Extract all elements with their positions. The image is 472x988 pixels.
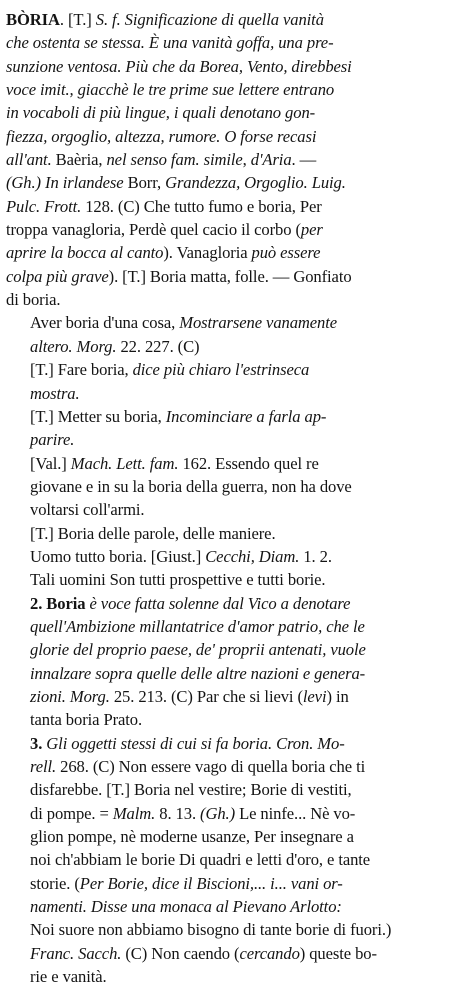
text-line [6,825,466,848]
text-run: . [T.] [59,10,96,29]
text-run: giovane e in su la boria della guerra, non ha dove [30,476,352,496]
text-run: cercando [239,943,300,963]
text-run: è voce fatta solenne dal Vico a denotare [85,593,351,613]
text-run: ) queste bo- [299,943,377,963]
text-run: troppa vanagloria, Perdè quel cacio il corbo ( [6,220,301,240]
text-line [6,311,466,334]
text-run: ). [T.] Boria matta, folle. — Gonfiato [108,266,352,286]
text-run: 128. (C) Che tutto fumo e boria, Per [81,196,322,216]
text-line [6,895,466,918]
text-run: Per Borie, dice il Biscioni,... i... vani or- [79,873,343,893]
text-run: dice più chiaro l'estrinseca [132,360,310,380]
entry-paragraph-p1 [6,8,466,311]
text-run: Malm. [112,803,156,823]
text-run: [T.] Boria delle parole, delle maniere. [30,523,276,543]
text-run: . — [291,150,317,170]
text-line [6,218,466,241]
text-run: Franc. Sacch. [30,943,122,963]
text-run: noi ch'abbiam le borie Di quadri e letti d'oro, e tante [30,850,371,870]
text-run: glorie del proprio paese, de' proprii antenati, vuole [30,640,366,660]
text-run: , [242,150,251,170]
text-line [6,55,466,78]
text-line [6,382,466,405]
text-run: Tali uomini Son tutti prospettive e tutti borie. [30,570,326,590]
text-line [6,428,466,451]
text-line [6,358,466,381]
text-line [6,802,466,825]
text-run: [T.] Metter su boria, [30,406,166,426]
text-run: quell'Ambizione millantatrice d'amor patrio, che le [30,616,365,636]
text-line [6,148,466,171]
entry-paragraph-p8 [6,592,466,732]
text-run: tanta boria Prato. [30,710,143,730]
text-run: [Val.] [30,453,71,473]
text-line [6,592,466,615]
text-run: ) in [326,686,349,706]
text-line [6,522,466,545]
entry-paragraph-p9 [6,732,466,988]
text-run: S. f. Significazione di quella vanità [95,10,324,29]
text-line [6,918,466,941]
text-run: Cecchi, Diam. [205,546,300,566]
text-line [6,545,466,568]
text-run: di boria. [6,290,61,310]
text-line [6,101,466,124]
text-run: BÒRIA [6,10,60,29]
text-run: colpa più grave [6,266,109,286]
text-line [6,288,466,311]
text-run: zioni. Morg. [30,686,110,706]
text-line [6,568,466,591]
text-line [6,31,466,54]
text-run: mostra. [30,383,80,403]
text-run: nel senso fam. simile [106,150,243,170]
text-run: (Gh.) In irlandese [6,173,124,193]
text-run: rell. [30,757,57,776]
text-run: 25. 213. (C) Par che si lievi ( [109,686,303,706]
text-run: 8. 13. [155,803,201,823]
text-run: può essere [251,243,321,263]
text-run: Mostrarsene vanamente [179,313,338,333]
text-line [6,732,466,755]
entry-paragraph-p3 [6,358,466,405]
text-run: 3. [30,733,47,753]
text-run: Grandezza, Orgoglio. Luig. [165,173,346,193]
text-run: innalzare sopra quelle delle altre nazioni e genera- [30,663,366,683]
text-line [6,638,466,661]
text-run: all'ant. [6,150,52,170]
text-run: 268. (C) Non essere vago di quella boria che ti [56,757,366,776]
text-run: altero. Morg. [30,336,117,356]
entry-paragraph-p4 [6,405,466,452]
text-line [6,78,466,101]
entry-paragraph-p7 [6,545,466,592]
text-run: Boria [46,593,86,613]
text-run: Borr, [123,173,166,193]
text-line [6,662,466,685]
text-run: namenti. Disse una monaca al Pievano Arlotto: [30,897,342,917]
text-run: di pompe. = [30,803,113,823]
text-run: Aver boria d'una cosa, [30,313,180,333]
text-run: aprire la bocca al canto [6,243,164,263]
text-line [6,848,466,871]
text-line [6,498,466,521]
text-run: parire. [30,430,75,450]
text-line [6,8,466,31]
text-line [6,335,466,358]
text-run: Le ninfe... Nè vo- [235,803,356,823]
text-line [6,872,466,895]
text-line [6,241,466,264]
text-line [6,171,466,194]
text-line [6,265,466,288]
text-run: rie e vanità. [30,967,107,987]
entry-paragraph-p6 [6,522,466,545]
text-run: [T.] Fare boria, [30,360,133,380]
text-line [6,942,466,965]
text-run: che ostenta se stessa. È una vanità goffa, una pre- [6,33,334,53]
text-run: voce imit., giacchè le tre prime sue lettere entrano [6,80,335,100]
text-run: Uomo tutto boria. [Giust.] [30,546,206,566]
text-line [6,475,466,498]
text-line [6,125,466,148]
text-run: (Gh.) [200,803,236,823]
text-run: 162. Essendo quel re [178,453,319,473]
text-run: disfarebbe. [T.] Boria nel vestire; Borie di vestiti, [30,780,352,800]
text-line [6,778,466,801]
text-run: per [300,220,323,240]
text-run: 1. 2. [299,546,332,566]
text-run: in vocaboli di più lingue, i quali denotano gon- [6,103,316,123]
text-run: glion pompe, nè moderne usanze, Per insegnare a [30,827,354,847]
text-run: 22. 227. (C) [116,336,200,356]
text-run: 2. [30,593,47,613]
text-line [6,965,466,988]
text-run: d'Aria [250,150,292,170]
text-line [6,405,466,428]
text-run: ). Vanagloria [163,243,252,263]
text-line [6,195,466,218]
text-line [6,685,466,708]
text-run: levi [302,686,327,706]
text-run: (C) Non caendo ( [121,943,240,963]
text-run: fiezza, orgoglio, altezza, rumore. O forse recasi [6,126,317,146]
entry-paragraph-p2 [6,311,466,358]
text-run: voltarsi coll'armi. [30,500,145,520]
text-run: Baèria, [51,150,107,170]
text-line [6,755,466,778]
entry-paragraph-p5 [6,452,466,522]
text-run: Noi suore non abbiamo bisogno di tante borie di fuori.) [30,920,392,940]
text-run: storie. ( [30,873,80,893]
text-line [6,708,466,731]
text-run: Incominciare a farla ap- [165,406,327,426]
text-run: Gli oggetti stessi di cui si fa boria. Cron. Mo- [46,733,345,753]
text-line [6,452,466,475]
text-run: Mach. Lett. fam. [70,453,179,473]
text-run: sunzione ventosa. Più che da Borea, Vento, direbbesi [6,56,352,76]
text-run: Pulc. Frott. [6,196,82,216]
text-line [6,615,466,638]
